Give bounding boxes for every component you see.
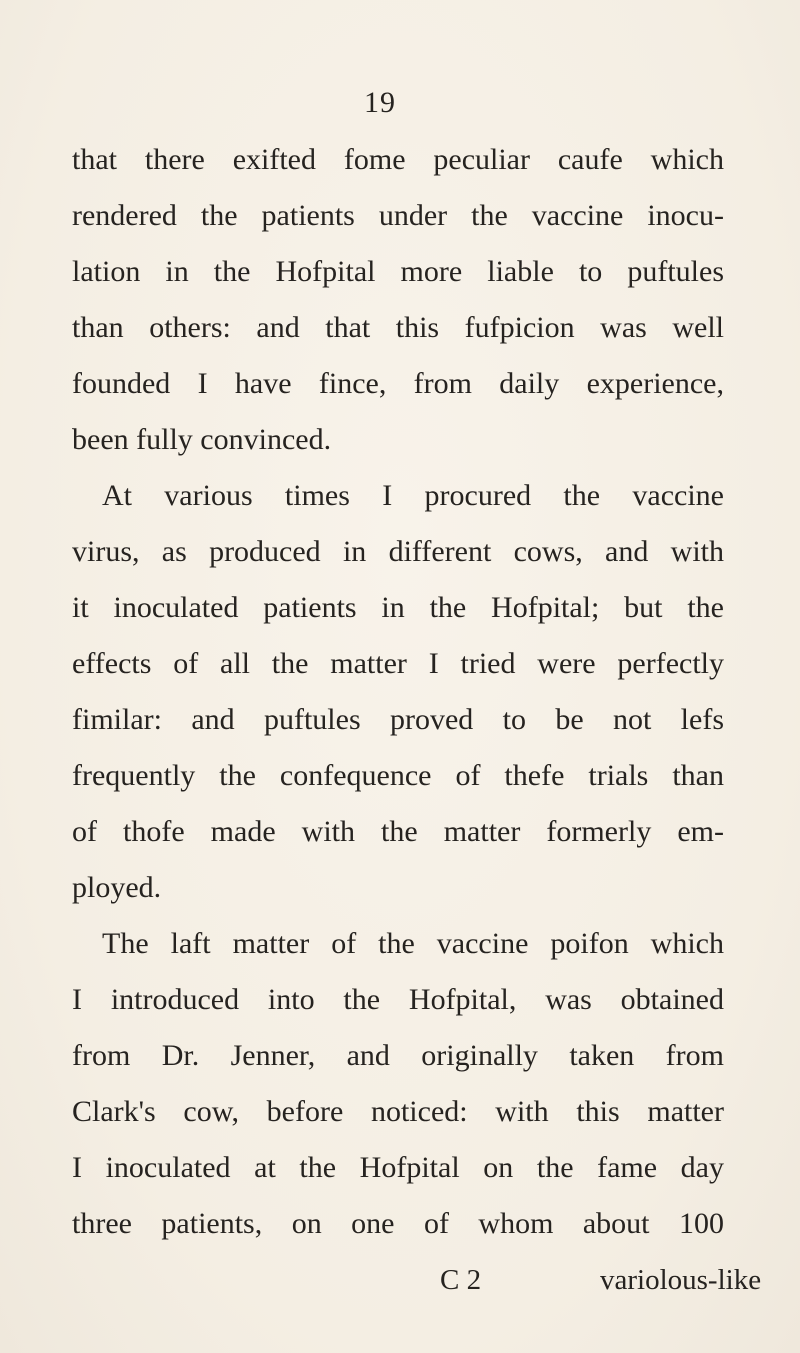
- text-line-3: lation in the Hofpital more liable to puftules: [72, 255, 724, 288]
- text-line-18: Clark's cow, before noticed: with this matter: [72, 1095, 724, 1128]
- text-line-13: of thofe made with the matter formerly em-: [72, 815, 724, 848]
- text-line-14: ployed.: [72, 871, 162, 904]
- signature-mark: C 2: [440, 1264, 482, 1296]
- text-line-10: effects of all the matter I tried were perfectly: [72, 647, 724, 680]
- text-line-19: I inoculated at the Hofpital on the fame day: [72, 1151, 724, 1184]
- page-number: 19: [364, 86, 396, 119]
- text-line-7: At various times I procured the vaccine: [102, 479, 724, 512]
- text-line-15: The laft matter of the vaccine poifon which: [102, 927, 724, 960]
- text-line-9: it inoculated patients in the Hofpital; but the: [72, 591, 724, 624]
- text-line-20: three patients, on one of whom about 100: [72, 1207, 724, 1240]
- text-line-4: than others: and that this fufpicion was well: [72, 311, 724, 344]
- text-line-5: founded I have fince, from daily experience,: [72, 367, 724, 400]
- catchword: variolous-like: [600, 1264, 762, 1296]
- text-line-12: frequently the confequence of thefe trials than: [72, 759, 724, 792]
- text-line-16: I introduced into the Hofpital, was obtained: [72, 983, 724, 1016]
- text-line-1: that there exifted fome peculiar caufe which: [72, 143, 724, 176]
- text-line-8: virus, as produced in different cows, and with: [72, 535, 724, 568]
- text-line-6: been fully convinced.: [72, 423, 332, 456]
- text-line-2: rendered the patients under the vaccine inocu-: [72, 199, 724, 232]
- text-line-17: from Dr. Jenner, and originally taken from: [72, 1039, 724, 1072]
- text-line-11: fimilar: and puftules proved to be not lefs: [72, 703, 724, 736]
